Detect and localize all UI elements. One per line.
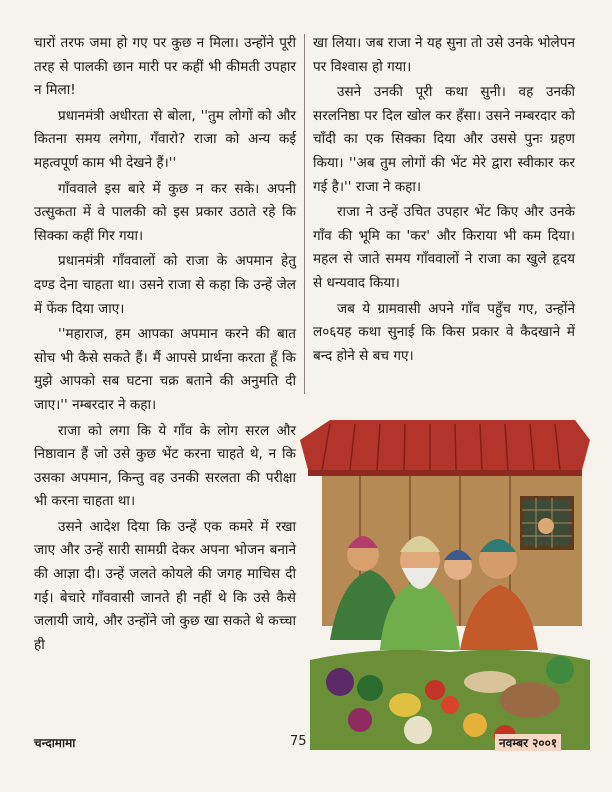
paragraph: प्रधानमंत्री गाँववालों को राजा के अपमान हेतु दण्ड देना चाहता था। उसने राजा से कहा कि उन्हें जेल में फेंक दिया जाए।: [34, 253, 296, 317]
column-divider: [304, 34, 305, 394]
paragraph: खा लिया। जब राजा ने यह सुना तो उसे उनके भोलेपन पर विश्वास हो गया।: [313, 35, 575, 75]
paragraph: उसने आदेश दिया कि उन्हें एक कमरे में रखा जाए और उन्हें सारी सामग्री देकर अपना भोजन बनाने की आज्ञा दी। उन्हें जलते कोयले की जगह माचिस दी गई। बेचारे गाँववासी जानते ही नहीं थे कि उसे कैसे जलायी जाये, और उन्होंने जो कुछ खा सकते थे कच्चा ही: [34, 518, 296, 653]
paragraph: गाँववाले इस बारे में कुछ न कर सके। अपनी उत्सुकता में वे पालकी को इस प्रकार उठाते रहे कि सिक्का कहीं गिर गया।: [34, 180, 296, 244]
magazine-name: चन्दामामा: [34, 736, 76, 750]
left-text-column: [34, 32, 296, 659]
page-number: 75: [290, 734, 307, 749]
paragraph: राजा को लगा कि ये गाँव के लोग सरल और निष्ठावान हैं जो उसे कुछ भेंट करना चाहते थे, न कि उसका अपमान, किन्तु वह उनकी सरलता की परीक्षा भी करना चाहता था।: [34, 422, 296, 510]
right-text-column: [313, 32, 575, 370]
paragraph: प्रधानमंत्री अधीरता से बोला, ''तुम लोगों को और कितना समय लगेगा, गँवारो? राजा को अन्य कई महत्वपूर्ण काम भी देखने हैं।'': [34, 107, 296, 171]
paragraph: ''महाराज, हम आपका अपमान करने की बात सोच भी कैसे सकते हैं। मैं आपसे प्रार्थना करता हूँ कि मुझे आपको सब घटना चक्र बताने की अनुमति दी जाए।'' नम्बरदार ने कहा।: [34, 326, 296, 413]
paragraph: उसने उनकी पूरी कथा सुनी। वह उनकी सरलनिष्ठा पर दिल खोल कर हँसा। उसने नम्बरदार को चाँदी का एक सिक्का दिया और उससे पुनः ग्रहण किया। ''अब तुम लोगों की भेंट मेरे द्वारा स्वीकार कर गई है।'' राजा ने कहा।: [313, 84, 575, 195]
issue-date: नवम्बर २००१: [495, 734, 561, 751]
story-illustration: [300, 420, 590, 750]
paragraph: जब ये ग्रामवासी अपने गाँव पहुँच गए, उन्होंने ल०६यह कथा सुनाई कि किस प्रकार वे कैदखाने में बन्द होने से बच गए।: [313, 300, 575, 364]
paragraph: चारों तरफ जमा हो गए पर कुछ न मिला। उन्होंने पूरी तरह से पालकी छान मारी पर कहीं भी कीमती उपहार न मिला!: [34, 35, 296, 99]
paragraph: राजा ने उन्हें उचित उपहार भेंट किए और उनके गाँव की भूमि का 'कर' और किराया भी कम दिया। महल से जाते समय गाँववालों ने राजा का खुले हृदय से धन्यवाद किया।: [313, 204, 575, 291]
